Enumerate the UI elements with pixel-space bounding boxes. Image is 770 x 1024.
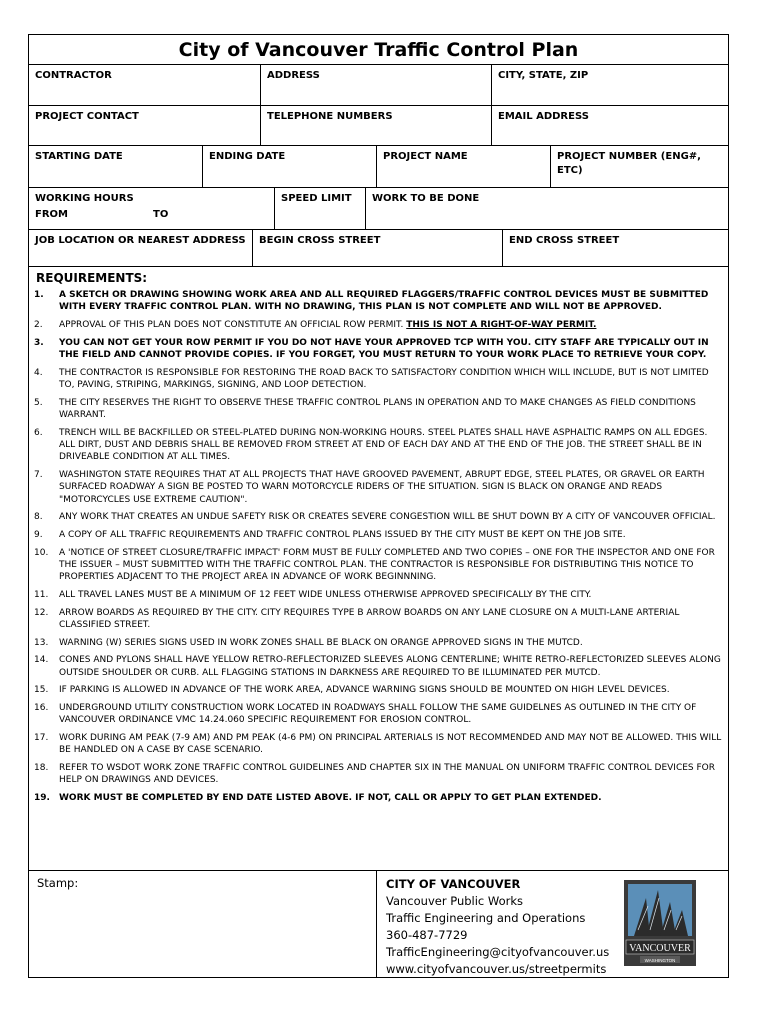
working-hours-label: WORKING HOURS: [35, 193, 134, 204]
work-to-be-done-label: WORK TO BE DONE: [372, 193, 480, 204]
logo-sub: WASHINGTON: [644, 958, 676, 963]
address-label: ADDRESS: [267, 70, 320, 81]
requirement-number: 17.: [34, 732, 49, 743]
requirement-text: ANY WORK THAT CREATES AN UNDUE SAFETY RISK OR CREATES SEVERE CONGESTION WILL BE SHUT DOWN BY A CITY OF VANCOUVER OFFICIAL.: [59, 512, 716, 523]
requirement-item: [34, 762, 722, 787]
requirement-number: 7.: [34, 470, 43, 480]
requirement-text: ARROW BOARDS AS REQUIRED BY THE CITY. CITY REQUIRES TYPE B ARROW BOARDS ON ANY LANE CLOSURE ON A MULTI-LANE ARTERIAL CLASSIFIED STREET.: [59, 607, 680, 630]
contact-email[interactable]: TrafficEngineering@cityofvancouver.us: [386, 945, 610, 959]
requirement-text: CONES AND PYLONS SHALL HAVE YELLOW RETRO-REFLECTORIZED SLEEVES ALONG CENTERLINE; WHITE RETRO-REFLECTORIZED SLEEVES ALONG OUTSIDE SHOULDER OR CURB. ALL FLAGGING STATIONS IN DARKNESS ARE REQUIRED TO BE ILLUMINATED PER MUTCD.: [59, 655, 721, 678]
end-cross-street-label: END CROSS STREET: [509, 235, 620, 246]
requirement-text: A SKETCH OR DRAWING SHOWING WORK AREA AND ALL REQUIRED FLAGGERS/TRAFFIC CONTROL DEVICES MUST BE SUBMITTED WITH EVERY TRAFFIC CONTROL PLAN. WITH NO DRAWING, THIS PLAN IS NOT COMPLETE AND WILL NOT BE APPROVED.: [59, 290, 709, 313]
project-name-field[interactable]: [376, 146, 550, 187]
requirement-number: 14.: [34, 655, 49, 666]
requirement-number: 10.: [34, 547, 49, 558]
project-name-label: PROJECT NAME: [383, 151, 468, 162]
requirement-text: THE CITY RESERVES THE RIGHT TO OBSERVE THESE TRAFFIC CONTROL PLANS IN OPERATION AND TO MAKE CHANGES AS FIELD CONDITIONS WARRANT.: [59, 397, 696, 420]
contact-block: [386, 876, 609, 978]
stamp-label: Stamp:: [37, 876, 79, 890]
requirement-item: [34, 367, 722, 392]
telephone-field[interactable]: [260, 106, 491, 145]
requirement-text: A COPY OF ALL TRAFFIC REQUIREMENTS AND TRAFFIC CONTROL PLANS ISSUED BY THE CITY MUST BE KEPT ON THE JOB SITE.: [59, 530, 626, 540]
footer-divider: [376, 871, 377, 978]
requirement-number: 5.: [34, 397, 43, 408]
city-state-zip-field[interactable]: [491, 65, 729, 105]
requirement-item: [34, 589, 722, 601]
job-location-field[interactable]: [29, 230, 252, 266]
requirement-number: 16.: [34, 702, 49, 713]
requirement-item: [34, 337, 722, 362]
work-to-be-done-field[interactable]: [365, 188, 729, 229]
requirement-text: WASHINGTON STATE REQUIRES THAT AT ALL PROJECTS THAT HAVE GROOVED PAVEMENT, ABRUPT EDGE, STEEL PLATES, OR GRAVEL OR EARTH SURFACED ROADWAY A SIGN BE POSTED TO WARN MOTORCYCLE RIDERS OF THE SITUATION. SIGN IS BLACK ON ORANGE AND READS "MOTORCYCLES USE EXTREME CAUTION".: [59, 470, 705, 505]
requirement-text: APPROVAL OF THIS PLAN DOES NOT CONSTITUTE AN OFFICIAL ROW PERMIT.: [59, 320, 407, 330]
job-location-label: JOB LOCATION OR NEAREST ADDRESS: [35, 235, 246, 246]
requirement-text: YOU CAN NOT GET YOUR ROW PERMIT IF YOU DO NOT HAVE YOUR APPROVED TCP WITH YOU. CITY STAFF ARE TYPICALLY OUT IN THE FIELD AND CANNOT PROVIDE COPIES. IF YOU FORGET, YOU MUST RETURN TO YOUR WORK PLACE TO RETRIEVE YOUR COPY.: [59, 337, 709, 360]
requirement-text: IF PARKING IS ALLOWED IN ADVANCE OF THE WORK AREA, ADVANCE WARNING SIGNS SHOULD BE MOUNTED ON HIGH LEVEL DEVICES.: [59, 685, 670, 696]
starting-date-field[interactable]: [29, 146, 202, 187]
email-label: EMAIL ADDRESS: [498, 111, 589, 122]
row-contractor: [29, 64, 728, 105]
working-hours-field[interactable]: [29, 188, 274, 229]
begin-cross-street-field[interactable]: [252, 230, 502, 266]
requirement-text: REFER TO WSDOT WORK ZONE TRAFFIC CONTROL GUIDELINES AND CHAPTER SIX IN THE MANUAL ON UNIFORM TRAFFIC CONTROL DEVICES FOR HELP ON DRAWINGS AND DEVICES.: [59, 762, 715, 786]
requirement-text: UNDERGROUND UTILITY CONSTRUCTION WORK LOCATED IN ROADWAYS SHALL FOLLOW THE SAME GUIDELNES AS OUTLINED IN THE CITY OF VANCOUVER ORDINANCE VMC 14.24.060 SPECIFIC REQUIREMENT FOR EROSION CONTROL.: [59, 702, 697, 726]
requirement-number: 19.: [34, 792, 50, 803]
vancouver-logo: [624, 880, 696, 966]
requirement-text: WARNING (W) SERIES SIGNS USED IN WORK ZONES SHALL BE BLACK ON ORANGE APPROVED SIGNS IN THE MUTCD.: [59, 637, 583, 648]
requirement-item: [34, 684, 722, 696]
row-location: [29, 229, 728, 266]
city-state-zip-label: CITY, STATE, ZIP: [498, 70, 589, 81]
project-number-label: PROJECT NUMBER (ENG#, ETC): [557, 151, 701, 176]
project-contact-label: PROJECT CONTACT: [35, 111, 139, 122]
end-cross-street-field[interactable]: [502, 230, 729, 266]
contact-website[interactable]: www.cityofvancouver.us/streetpermits: [386, 962, 607, 976]
requirement-item: [34, 469, 722, 506]
contractor-label: CONTRACTOR: [35, 70, 112, 81]
requirement-number: 2.: [34, 320, 43, 330]
requirement-item: [34, 529, 722, 541]
requirement-number: 3.: [34, 337, 44, 348]
footer-section: [29, 870, 728, 978]
requirement-item: [34, 289, 722, 314]
address-field[interactable]: [260, 65, 491, 105]
requirement-item: [34, 654, 722, 679]
project-contact-field[interactable]: [29, 106, 260, 145]
requirement-number: 12.: [34, 607, 49, 618]
row-dates: [29, 145, 728, 187]
requirement-text: WORK MUST BE COMPLETED BY END DATE LISTED ABOVE. IF NOT, CALL OR APPLY TO GET PLAN EXTENDED.: [59, 792, 602, 803]
page-title: City of Vancouver Traffic Control Plan: [178, 39, 579, 61]
row-hours: [29, 187, 728, 229]
from-label: FROM: [35, 209, 68, 220]
requirement-item: [34, 427, 722, 464]
requirement-number: 6.: [34, 427, 43, 438]
requirement-text: THE CONTRACTOR IS RESPONSIBLE FOR RESTORING THE ROAD BACK TO SATISFACTORY CONDITION WHICH WILL INCLUDE, BUT IS NOT LIMITED TO, PAVING, STRIPING, MARKINGS, SIGNING, AND LOOP DETECTION.: [59, 367, 709, 390]
requirement-number: 15.: [34, 685, 49, 696]
email-field[interactable]: [491, 106, 729, 145]
traffic-control-plan-form: [28, 34, 729, 978]
row-contact: [29, 105, 728, 145]
requirement-number: 1.: [34, 290, 44, 300]
telephone-label: TELEPHONE NUMBERS: [267, 111, 393, 122]
requirement-item: [34, 637, 722, 649]
requirement-item: [34, 511, 722, 523]
requirement-item: [34, 732, 722, 757]
requirement-text: TRENCH WILL BE BACKFILLED OR STEEL-PLATED DURING NON-WORKING HOURS. STEEL PLATES SHALL HAVE ASPHALTIC RAMPS ON ALL EDGES. ALL DIRT, DUST AND DEBRIS SHALL BE REMOVED FROM STREET AT END OF EACH DAY AND AT THE END OF THE JOB. THE STREET SHALL BE IN DRIVEABLE CONDITION AT ALL TIMES.: [59, 427, 708, 463]
speed-limit-field[interactable]: [274, 188, 365, 229]
requirement-number: 18.: [34, 762, 49, 773]
requirements-list: [34, 289, 722, 809]
requirement-number: 13.: [34, 637, 49, 648]
requirement-number: 11.: [34, 590, 49, 600]
project-number-field[interactable]: [550, 146, 729, 187]
ending-date-field[interactable]: [202, 146, 376, 187]
requirement-emphasis: THIS IS NOT A RIGHT-OF-WAY PERMIT.: [406, 320, 597, 330]
requirement-number: 9.: [34, 530, 43, 540]
requirement-item: [34, 607, 722, 632]
contact-dept: Vancouver Public Works: [386, 894, 524, 908]
contact-org: CITY OF VANCOUVER: [386, 877, 521, 891]
requirement-item: [34, 547, 722, 584]
contractor-field[interactable]: [29, 65, 260, 105]
contact-phone: 360-487-7729: [386, 928, 468, 942]
requirement-text: ALL TRAVEL LANES MUST BE A MINIMUM OF 12 FEET WIDE UNLESS OTHERWISE APPROVED SPECIFICALLY BY THE CITY.: [59, 590, 592, 600]
requirement-item: [34, 702, 722, 727]
requirement-item: [34, 319, 722, 331]
ending-date-label: ENDING DATE: [209, 151, 286, 162]
starting-date-label: STARTING DATE: [35, 151, 123, 162]
requirement-text: WORK DURING AM PEAK (7-9 AM) AND PM PEAK (4-6 PM) ON PRINCIPAL ARTERIALS IS NOT RECOMMENDED AND MAY NOT BE ALLOWED. THIS WILL BE HANDLED ON A CASE BY CASE SCENARIO.: [59, 732, 722, 756]
requirement-text: A 'NOTICE OF STREET CLOSURE/TRAFFIC IMPACT' FORM MUST BE FULLY COMPLETED AND TWO COPIES – ONE FOR THE INSPECTOR AND ONE FOR THE ISSUER – MUST SUBMITTED WITH THE TRAFFIC CONTROL PLAN. THE CONTRACTOR IS RESPONSIBLE FOR DISTRIBUTING THIS NOTICE TO PROPERTIES ADJACENT TO THE PROJECT AREA IN ADVANCE OF WORK BEGINNNING.: [59, 547, 715, 583]
begin-cross-street-label: BEGIN CROSS STREET: [259, 235, 381, 246]
logo-name: VANCOUVER: [629, 943, 691, 954]
requirement-number: 8.: [34, 512, 43, 523]
requirements-heading: REQUIREMENTS:: [36, 271, 148, 285]
requirements-section: [29, 266, 728, 870]
requirement-number: 4.: [34, 367, 43, 378]
requirement-item: [34, 792, 722, 804]
speed-limit-label: SPEED LIMIT: [281, 193, 352, 204]
requirement-item: [34, 397, 722, 422]
to-label: TO: [153, 209, 169, 220]
contact-division: Traffic Engineering and Operations: [386, 911, 586, 925]
